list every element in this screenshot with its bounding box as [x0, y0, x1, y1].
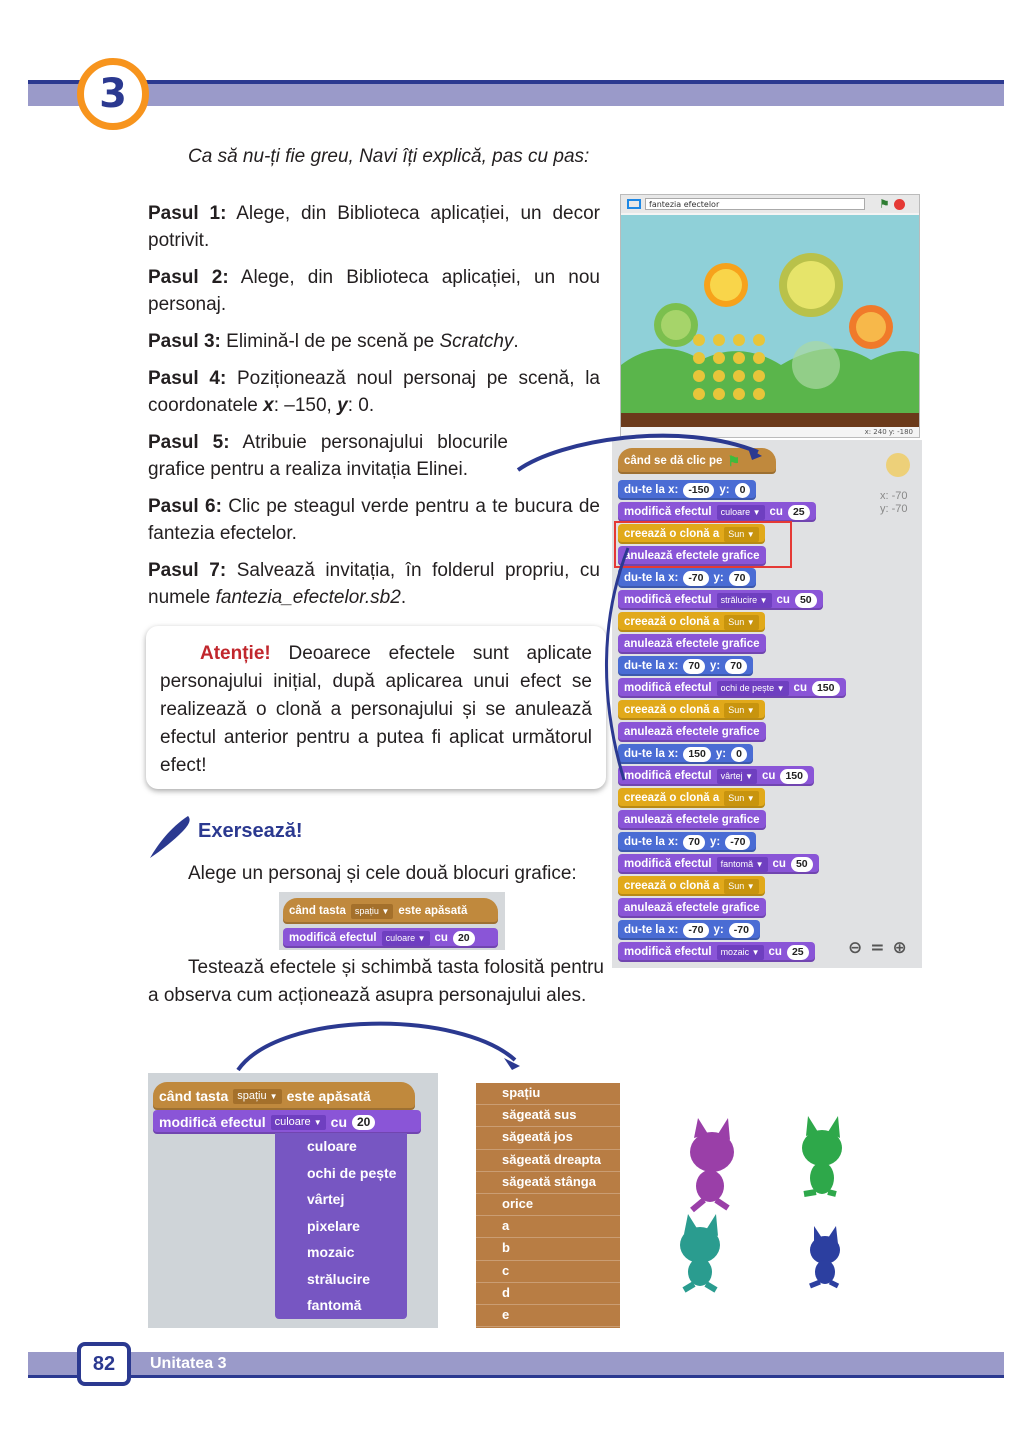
block-text: modifică efectul: [624, 770, 712, 782]
menu-item[interactable]: c: [476, 1261, 620, 1283]
block-text: y:: [713, 572, 724, 584]
zoom-reset-icon[interactable]: =: [870, 938, 885, 958]
dropdown-value: Sun: [728, 616, 745, 627]
create-clone-block[interactable]: [618, 876, 765, 896]
block-text: modifică efectul: [624, 594, 712, 606]
effect-dropdown[interactable]: [717, 857, 768, 872]
menu-item[interactable]: d: [476, 1283, 620, 1305]
mouse-coords: x: 240 y: -180: [864, 428, 913, 436]
dropdown-value: spațiu: [237, 1089, 267, 1102]
attention-text: Deoarece efectele sunt aplicate personajului inițial, după aplicarea unui efect se realizează o clonă a personajului și se anulează efectul anterior pentru a putea fi aplicat următorul efect!: [160, 643, 592, 776]
menu-item[interactable]: săgeată stânga: [476, 1172, 620, 1194]
dropdown-value: Sun: [728, 528, 745, 539]
block-text: y:: [715, 748, 727, 760]
caret-icon: ▼: [746, 881, 755, 891]
menu-item[interactable]: ochi de pește: [307, 1164, 397, 1181]
attention-callout: [146, 626, 606, 789]
dropdown-value: Sun: [728, 792, 745, 803]
menu-item[interactable]: orice: [476, 1194, 620, 1216]
coord-x-label: x: [263, 395, 274, 416]
block-text: cu: [776, 594, 790, 606]
block-text: modifică efectul: [624, 946, 712, 958]
key-dropdown[interactable]: [233, 1089, 281, 1104]
block-text: du-te la x:: [624, 748, 679, 760]
effect-block[interactable]: [283, 928, 498, 948]
step-text: .: [400, 587, 407, 608]
step-text: Poziționează noul personaj pe scenă, la coordonatele: [148, 368, 600, 416]
block-text: modifică efectul: [624, 858, 712, 870]
step-text: Clic pe steagul verde pentru a te bucura de fantezia efectelor.: [148, 496, 600, 544]
clear-effects-block[interactable]: [618, 898, 766, 918]
step-4: [148, 365, 600, 419]
menu-item[interactable]: săgeată sus: [476, 1105, 620, 1127]
step-label: Pasul 7:: [148, 560, 227, 581]
block-text: modifică efectul: [624, 682, 712, 694]
cat-icon: [802, 1116, 842, 1194]
caret-icon: ▼: [759, 595, 768, 605]
sun-sprite: [654, 303, 698, 347]
green-flag-icon[interactable]: ⚑: [879, 197, 890, 211]
caret-icon: ▼: [776, 683, 785, 693]
attention-label: Atenție!: [200, 643, 271, 664]
intro-text: Ca să nu-ți fie greu, Navi îți explică, pas cu pas:: [188, 146, 590, 167]
project-name-field[interactable]: fantezia efectelor: [645, 198, 865, 210]
block-text: cu: [434, 932, 448, 944]
step-emphasis: Scratchy: [439, 331, 514, 352]
change-effect-block[interactable]: [618, 854, 819, 874]
sprite-thumbnail-icon: [876, 448, 920, 482]
change-effect-block[interactable]: [618, 590, 823, 610]
step-2: [148, 264, 600, 318]
value-input[interactable]: 150: [780, 769, 808, 784]
block-text: du-te la x:: [624, 484, 679, 496]
block-text: creează o clonă a: [624, 616, 720, 628]
value-input[interactable]: 25: [788, 505, 810, 520]
clear-effects-block[interactable]: [618, 810, 766, 830]
clone-dropdown[interactable]: [724, 879, 758, 894]
caret-icon: ▼: [745, 771, 754, 781]
zoom-out-icon[interactable]: ⊖: [848, 938, 863, 958]
unit-label: Unitatea 3: [150, 1355, 227, 1372]
block-text: du-te la x:: [624, 924, 679, 936]
x-input[interactable]: 70: [683, 659, 705, 674]
x-input[interactable]: 150: [683, 747, 711, 762]
block-text: creează o clonă a: [624, 528, 720, 540]
effect-dropdown[interactable]: [717, 681, 789, 696]
step-label: Pasul 3:: [148, 331, 221, 352]
menu-item[interactable]: fantomă: [307, 1297, 362, 1313]
effect-dropdown[interactable]: [717, 593, 772, 608]
exercise-title: Exersează!: [198, 820, 303, 842]
x-input[interactable]: -70: [683, 923, 708, 938]
cat-icon: [690, 1118, 734, 1210]
change-effect-block[interactable]: [618, 502, 816, 522]
block-text: creează o clonă a: [624, 704, 720, 716]
step-6: [148, 493, 600, 547]
coord-y-value: : 0.: [347, 395, 375, 416]
menu-item[interactable]: săgeată jos: [476, 1127, 620, 1149]
effect-dropdown[interactable]: [271, 1115, 326, 1130]
dropdown-value: strălucire: [720, 594, 758, 605]
block-text: anulează efectele grafice: [624, 550, 760, 562]
block-text: cu: [762, 770, 776, 782]
menu-item[interactable]: spațiu: [476, 1083, 620, 1105]
dropdown-value: mozaic: [720, 946, 750, 957]
menu-item[interactable]: a: [476, 1216, 620, 1238]
step-text: Salvează invitația, în folderul propriu, cu numele: [148, 560, 601, 608]
block-text: este apăsată: [398, 905, 468, 917]
pen-icon: [148, 814, 194, 860]
cat-icon: [810, 1226, 840, 1286]
menu-item[interactable]: e: [476, 1305, 620, 1327]
step-text: .: [513, 331, 519, 352]
stage-scene: [621, 215, 920, 427]
clear-effects-block[interactable]: [618, 634, 766, 654]
caret-icon: ▼: [313, 1117, 322, 1127]
caret-icon: ▼: [752, 507, 761, 517]
block-text: du-te la x:: [624, 660, 679, 672]
menu-item[interactable]: b: [476, 1238, 620, 1260]
key-hat-block-large[interactable]: [153, 1082, 415, 1110]
block-text: cu: [769, 506, 783, 518]
y-input[interactable]: 70: [729, 571, 751, 586]
sun-sprite: [704, 263, 748, 307]
clone-dropdown[interactable]: [724, 703, 758, 718]
sun-sprite: [849, 305, 893, 349]
sun-sprite: [792, 341, 840, 389]
keys-menu: [476, 1083, 620, 1328]
block-text: du-te la x:: [624, 836, 679, 848]
block-text: când tasta: [159, 1088, 229, 1104]
block-text: modifică efectul: [159, 1114, 266, 1130]
clear-effects-block[interactable]: [618, 722, 766, 742]
value-input[interactable]: 50: [795, 593, 817, 608]
step-text: Alege, din Biblioteca aplicației, un decor potrivit.: [148, 203, 601, 251]
caret-icon: ▼: [746, 705, 755, 715]
step-label: Pasul 5:: [148, 432, 230, 453]
change-effect-block[interactable]: [618, 942, 815, 962]
effect-dropdown[interactable]: [717, 505, 765, 520]
change-effect-block[interactable]: [618, 678, 846, 698]
y-input[interactable]: 0: [731, 747, 747, 762]
goto-block[interactable]: [618, 568, 756, 588]
exercise-text-1: Alege un personaj și cele două blocuri grafice:: [188, 863, 577, 884]
scratch-stage: [620, 194, 920, 438]
y-input[interactable]: 70: [725, 659, 747, 674]
green-flag-hat-block[interactable]: [618, 448, 776, 474]
step-label: Pasul 2:: [148, 267, 229, 288]
menu-item[interactable]: strălucire: [307, 1270, 371, 1287]
steps-list: [148, 200, 600, 621]
step-text: Alege, din Biblioteca aplicației, un nou personaj.: [148, 267, 600, 315]
goto-block[interactable]: [618, 920, 760, 940]
zoom-controls: [848, 938, 907, 958]
dropdown-value: culoare: [385, 932, 416, 943]
caret-icon: ▼: [746, 529, 755, 539]
step-text: Elimină-l de pe scenă pe: [220, 331, 440, 352]
block-text: modifică efectul: [624, 506, 712, 518]
dropdown-value: Sun: [728, 880, 745, 891]
create-clone-block[interactable]: [618, 788, 765, 808]
y-input[interactable]: -70: [729, 923, 754, 938]
block-text: când tasta: [289, 905, 346, 917]
y-input[interactable]: -70: [725, 835, 750, 850]
goto-block[interactable]: [618, 480, 756, 500]
dropdown-value: Sun: [728, 704, 745, 715]
block-text: anulează efectele grafice: [624, 814, 760, 826]
value-input[interactable]: 50: [791, 857, 813, 872]
coord-y-label: y: [337, 395, 348, 416]
caret-icon: ▼: [417, 933, 426, 943]
sun-sprite: [779, 253, 843, 317]
create-clone-block[interactable]: [618, 612, 765, 632]
block-text: cu: [772, 858, 786, 870]
cat-icon: [680, 1214, 720, 1290]
block-text: anulează efectele grafice: [624, 726, 760, 738]
block-text: cu: [768, 946, 782, 958]
exercise-text-2: Testează efectele și schimbă tasta folosită pentru a observa cum acționează asupra personajului ales.: [148, 957, 604, 1006]
caret-icon: ▼: [746, 617, 755, 627]
effect-dropdown[interactable]: [717, 945, 764, 960]
page-number: 82: [77, 1342, 131, 1386]
sprite-x: x: -70: [880, 490, 908, 502]
x-input[interactable]: -70: [683, 571, 708, 586]
zoom-in-icon[interactable]: ⊕: [892, 938, 907, 958]
block-text: anulează efectele grafice: [624, 638, 760, 650]
clone-dropdown[interactable]: [724, 791, 758, 806]
block-text: modifică efectul: [289, 932, 377, 944]
block-text: y:: [719, 484, 730, 496]
block-text: cu: [793, 682, 807, 694]
caret-icon: ▼: [381, 906, 390, 916]
value-input[interactable]: 20: [453, 931, 475, 946]
caret-icon: ▼: [269, 1091, 278, 1101]
dropdown-value: culoare: [720, 506, 751, 517]
fullscreen-icon[interactable]: [627, 199, 641, 209]
create-clone-block[interactable]: [618, 700, 765, 720]
step-label: Pasul 4:: [148, 368, 227, 389]
step-text: Atribuie personajului blocurile grafice pentru a realiza invitația Elinei.: [148, 432, 508, 480]
change-effect-block[interactable]: [618, 766, 814, 786]
block-text: anulează efectele grafice: [624, 902, 760, 914]
effects-menu: [275, 1133, 407, 1319]
stop-icon[interactable]: [894, 199, 905, 210]
step-1: [148, 200, 600, 254]
value-input[interactable]: 25: [787, 945, 809, 960]
step-5: [148, 429, 508, 483]
dropdown-value: spațiu: [354, 905, 379, 916]
effect-dropdown[interactable]: [382, 931, 430, 946]
block-text: y:: [710, 660, 721, 672]
sprite-coords: [880, 490, 908, 516]
menu-item[interactable]: săgeată dreapta: [476, 1150, 620, 1172]
block-text: este apăsată: [286, 1088, 371, 1104]
block-text: când se dă clic pe: [624, 455, 723, 467]
key-dropdown[interactable]: [351, 904, 393, 919]
block-text: creează o clonă a: [624, 880, 720, 892]
block-text: y:: [713, 924, 724, 936]
dropdown-value: ochi de pește: [720, 682, 775, 693]
block-text: y:: [710, 836, 721, 848]
cat-sprites: [670, 1110, 870, 1300]
step-7: [148, 557, 600, 611]
sprite-y: y: -70: [880, 503, 908, 515]
header-band: [28, 80, 1004, 106]
y-input[interactable]: 0: [735, 483, 751, 498]
key-hat-block[interactable]: [283, 898, 498, 924]
x-input[interactable]: 70: [683, 835, 705, 850]
goto-block[interactable]: [618, 744, 753, 764]
caret-icon: ▼: [751, 947, 760, 957]
goto-block[interactable]: [618, 656, 753, 676]
clone-dropdown[interactable]: [724, 615, 758, 630]
stage-toolbar: [621, 195, 919, 213]
highlight-box: [614, 521, 792, 568]
menu-item[interactable]: culoare: [307, 1138, 357, 1154]
block-text: creează o clonă a: [624, 792, 720, 804]
dropdown-value: culoare: [274, 1115, 311, 1128]
goto-block[interactable]: [618, 832, 756, 852]
step-label: Pasul 1:: [148, 203, 227, 224]
menu-item[interactable]: pixelare: [307, 1217, 360, 1234]
caret-icon: ▼: [755, 859, 764, 869]
effect-block-large[interactable]: [153, 1110, 421, 1134]
x-input[interactable]: -150: [683, 483, 714, 498]
arrowhead-icon: [504, 1058, 520, 1070]
menu-item[interactable]: vârtej: [307, 1191, 345, 1207]
dropdown-value: vârtej: [720, 770, 743, 781]
value-input[interactable]: 150: [812, 681, 840, 696]
green-flag-icon: ⚑: [727, 452, 740, 469]
coord-x-value: : –150,: [273, 395, 338, 416]
dropdown-value: fantomă: [720, 858, 754, 869]
effect-dropdown[interactable]: [717, 769, 757, 784]
caret-icon: ▼: [746, 793, 755, 803]
step-3: [148, 328, 600, 355]
chapter-badge: 3: [77, 58, 149, 130]
step-label: Pasul 6:: [148, 496, 222, 517]
step-emphasis: fantezia_efectelor.sb2: [215, 587, 401, 608]
block-text: cu: [330, 1114, 347, 1130]
menu-item[interactable]: mozaic: [307, 1244, 355, 1260]
block-text: du-te la x:: [624, 572, 679, 584]
value-input[interactable]: 20: [352, 1115, 375, 1130]
